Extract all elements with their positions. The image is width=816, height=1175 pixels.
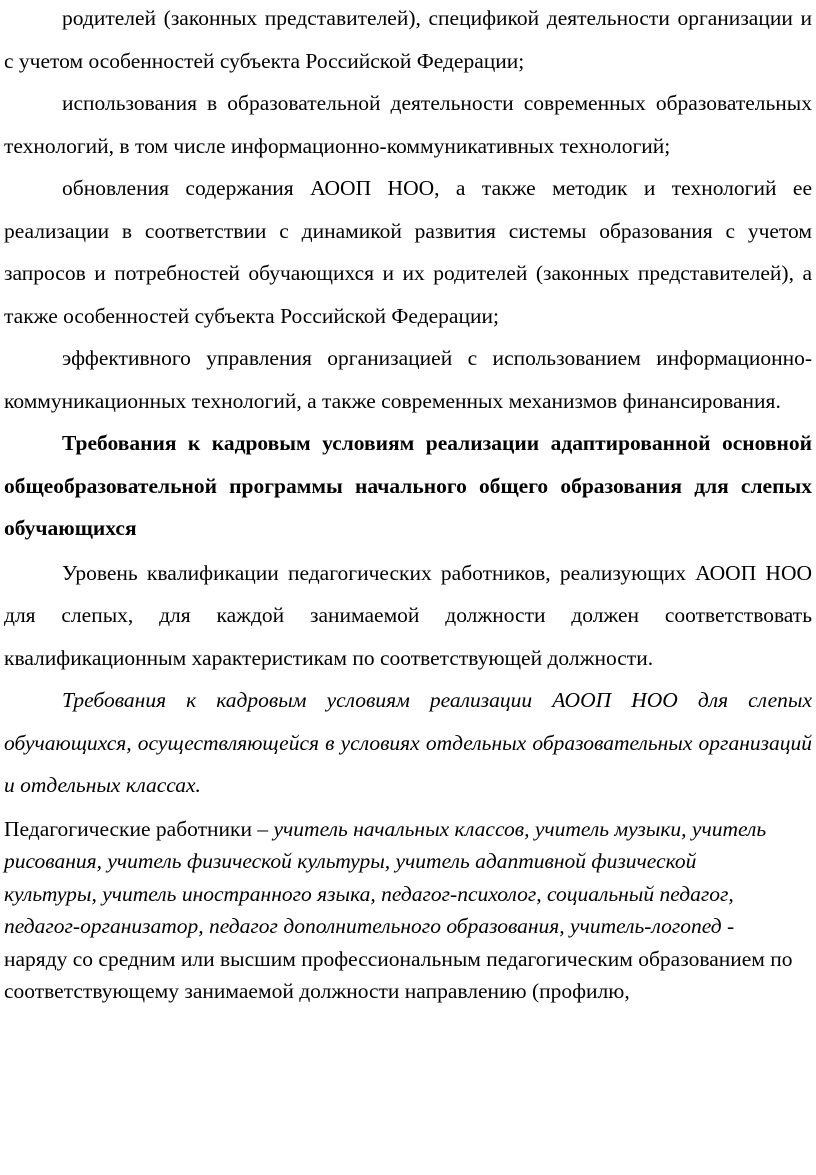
document-page [4, 0, 812, 1008]
staff-lead: Педагогические работники – [4, 816, 274, 841]
paragraph-technologies: использования в образовательной деятельности современных образовательных технологий, в том числе информационно-коммуникативных технологий; [4, 91, 812, 158]
staff-rest: - наряду со средним или высшим профессиональным педагогическим образованием по соответствующему занимаемой должности направлению (профилю, [4, 914, 793, 1003]
paragraph-parents: родителей (законных представителей), спецификой деятельности организации и с учетом особенностей субъекта Российской Федерации; [4, 6, 812, 73]
section-heading-staffing: Требования к кадровым условиям реализации адаптированной основной общеобразовательной программы начального общего образования для слепых обучающихся [4, 431, 812, 540]
paragraph-teaching-staff [4, 813, 794, 1008]
staff-roles: учитель начальных классов, учитель музыки, учитель рисования, учитель физической культуры, учитель адаптивной физической культуры, учитель иностранного языка, педагог-психолог, социальный педагог, педагог-организатор, педагог дополнительного образования, учитель-логопед [4, 816, 767, 938]
paragraph-content-update: обновления содержания АООП НОО, а также методик и технологий ее реализации в соответствии с динамикой развития системы образования с учетом запросов и потребностей обучающихся и их родителей (законных представителей), а также особенностей субъекта Российской Федерации; [4, 176, 812, 328]
paragraph-staffing-requirements: Требования к кадровым условиям реализации АООП НОО для слепых обучающихся, осуществляющейся в условиях отдельных образовательных организаций и отдельных классах. [4, 688, 812, 797]
paragraph-management: эффективного управления организацией с использованием информационно-коммуникационных технологий, а также современных механизмов финансирования. [4, 346, 812, 413]
paragraph-qualification: Уровень квалификации педагогических работников, реализующих АООП НОО для слепых, для каждой занимаемой должности должен соответствовать квалификационным характеристикам по соответствующей должности. [4, 560, 812, 670]
